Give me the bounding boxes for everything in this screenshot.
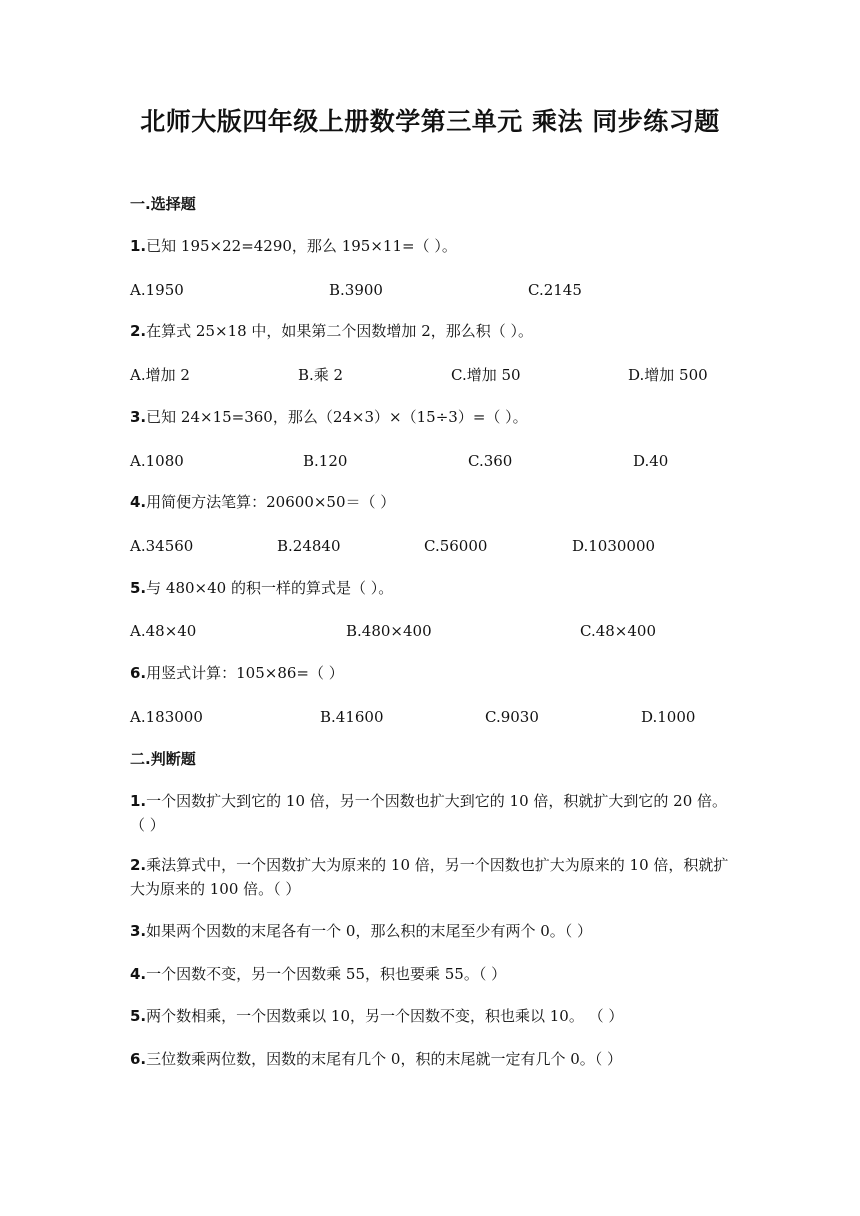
question-text: 在算式 25×18 中，如果第二个因数增加 2，那么积（ ）。 [146, 322, 534, 340]
choice-3-option-c: C.360 [468, 452, 513, 470]
choice-5-option-a: A.48×40 [130, 622, 197, 640]
question-text: 已知 24×15=360，那么（24×3）×（15÷3）=（ ）。 [146, 408, 528, 426]
choice-question-2 [130, 319, 730, 343]
choice-1-option-a: A.1950 [130, 281, 184, 299]
judge-question-4 [130, 962, 730, 986]
judge-question-2 [130, 853, 730, 901]
section-heading-choice: 一.选择题 [130, 195, 196, 213]
page-title: 北师大版四年级上册数学第三单元 乘法 同步练习题 [140, 107, 720, 136]
choice-4-option-c: C.56000 [424, 537, 488, 555]
section-heading-judge: 二.判断题 [130, 750, 196, 768]
question-text: 一个因数不变，另一个因数乘 55，积也要乘 55。（ ） [146, 965, 507, 983]
choice-5-option-c: C.48×400 [580, 622, 656, 640]
question-text: 三位数乘两位数，因数的末尾有几个 0，积的末尾就一定有几个 0。（ ） [146, 1050, 623, 1068]
question-text: 一个因数扩大到它的 10 倍，另一个因数也扩大到它的 10 倍，积就扩大到它的 20 倍。（ ） [130, 792, 728, 834]
question-text: 两个数相乘，一个因数乘以 10，另一个因数不变，积也乘以 10。 （ ） [146, 1007, 624, 1025]
question-text: 如果两个因数的末尾各有一个 0，那么积的末尾至少有两个 0。（ ） [146, 922, 593, 940]
question-number: 4. [130, 965, 147, 983]
choice-6-option-c: C.9030 [485, 708, 539, 726]
question-number: 4. [130, 493, 147, 511]
question-number: 6. [130, 1050, 147, 1068]
question-number: 5. [130, 1007, 147, 1025]
choice-2-option-a: A.增加 2 [130, 366, 190, 384]
question-number: 5. [130, 579, 147, 597]
choice-5-option-b: B.480×400 [346, 622, 432, 640]
question-text: 用竖式计算：105×86=（ ） [146, 664, 344, 682]
question-text: 乘法算式中，一个因数扩大为原来的 10 倍，另一个因数也扩大为原来的 10 倍，积就扩大为原来的 100 倍。（ ） [130, 856, 729, 898]
choice-question-3 [130, 405, 730, 429]
question-number: 1. [130, 237, 147, 255]
question-text: 已知 195×22=4290，那么 195×11=（ ）。 [146, 237, 457, 255]
choice-question-1 [130, 234, 730, 258]
choice-question-6 [130, 661, 730, 685]
question-number: 1. [130, 792, 147, 810]
choice-6-option-a: A.183000 [130, 708, 203, 726]
choice-question-5 [130, 576, 730, 600]
choice-1-option-c: C.2145 [528, 281, 582, 299]
question-number: 2. [130, 322, 147, 340]
choice-2-option-b: B.乘 2 [298, 366, 344, 384]
choice-3-option-a: A.1080 [130, 452, 184, 470]
choice-2-option-c: C.增加 50 [451, 366, 521, 384]
choice-6-option-d: D.1000 [641, 708, 696, 726]
choice-4-option-d: D.1030000 [572, 537, 656, 555]
judge-question-1 [130, 789, 730, 837]
choice-3-option-b: B.120 [303, 452, 348, 470]
question-text: 用简便方法笔算：20600×50＝（ ） [146, 493, 396, 511]
judge-question-5 [130, 1004, 730, 1028]
question-text: 与 480×40 的积一样的算式是（ ）。 [146, 579, 394, 597]
question-number: 6. [130, 664, 147, 682]
judge-question-3 [130, 919, 730, 943]
choice-4-option-b: B.24840 [277, 537, 341, 555]
choice-question-4 [130, 490, 730, 514]
choice-3-option-d: D.40 [633, 452, 669, 470]
choice-4-option-a: A.34560 [130, 537, 194, 555]
choice-1-option-b: B.3900 [329, 281, 383, 299]
choice-6-option-b: B.41600 [320, 708, 384, 726]
choice-2-option-d: D.增加 500 [628, 366, 708, 384]
question-number: 2. [130, 856, 147, 874]
question-number: 3. [130, 922, 147, 940]
judge-question-6 [130, 1047, 730, 1071]
question-number: 3. [130, 408, 147, 426]
